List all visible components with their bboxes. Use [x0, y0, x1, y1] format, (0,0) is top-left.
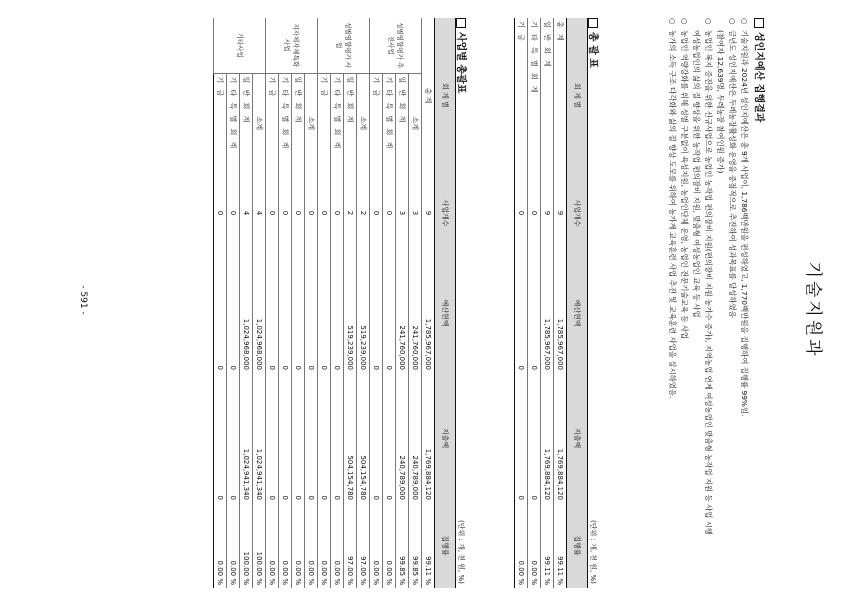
summary-bullet-text: 농가의 소득 구조 다각화와 삶의 질 향상 도모를 위하여 농가계 교육훈련 사업 추진 및 교육훈련 사업을 실시하였음. [668, 30, 677, 399]
cell-count: 0 [305, 173, 318, 253]
totals-heading: 총 괄 표 [587, 18, 602, 68]
cell-rate: 97.00 % [344, 503, 357, 588]
table-row [357, 18, 370, 588]
row-label: 기 금 [318, 73, 331, 173]
cell-count: 0 [528, 173, 541, 253]
table-row [422, 18, 435, 588]
row-label: 일 반 회 계 [541, 18, 554, 173]
table-row [331, 18, 344, 588]
cell-budget: 0 [370, 253, 383, 373]
cell-spent: 0 [515, 373, 528, 503]
cell-rate: 100.00 % [240, 503, 253, 588]
row-category: 총 계 [422, 18, 435, 173]
summary-bullet-text: 농업인 역량강화를 위해 성별 구분없이 육성지원, 농업인단체 운영, 농업인 전문기술교육 등 사업 [680, 30, 689, 339]
cell-rate: 0.00 % [528, 503, 541, 588]
cell-count: 4 [253, 173, 266, 253]
table-row [541, 18, 554, 588]
table-row [409, 18, 422, 588]
summary-bullet-sub: (참여자 12,639명, 두레농장 참여인원 증가) [716, 30, 725, 174]
cell-budget: 1,785,967,000 [541, 253, 554, 373]
cell-count: 9 [554, 173, 567, 253]
cell-rate: 0.00 % [515, 503, 528, 588]
row-label: 기 타 특 별 회 계 [279, 73, 292, 173]
cell-count: 0 [331, 173, 344, 253]
cell-count: 3 [396, 173, 409, 253]
cell-budget: 0 [305, 253, 318, 373]
row-category: 지자체자체특화 사업 [266, 18, 318, 73]
cell-rate: 0.00 % [214, 503, 227, 588]
summary-bullet [738, 18, 750, 588]
cell-count: 3 [409, 173, 422, 253]
row-label: 소계 [253, 73, 266, 173]
table-row [279, 18, 292, 588]
cell-count: 0 [370, 173, 383, 253]
cell-rate: 0.00 % [318, 503, 331, 588]
cell-budget: 241,760,000 [409, 253, 422, 373]
cell-spent: 504,154,780 [344, 373, 357, 503]
column-header: 지출액 [435, 373, 456, 503]
row-label: 기 타 특 별 회 계 [528, 18, 541, 173]
cell-count: 2 [357, 173, 370, 253]
row-category: 성별영향평가 사업 [318, 18, 370, 73]
cell-budget: 0 [227, 253, 240, 373]
cell-budget: 0 [266, 253, 279, 373]
cell-budget: 1,785,967,000 [422, 253, 435, 373]
table-row [292, 18, 305, 588]
cell-count: 4 [240, 173, 253, 253]
cell-spent: 1,024,941,340 [240, 373, 253, 503]
table-row [528, 18, 541, 588]
checkbox-square-icon [456, 18, 466, 28]
cell-count: 0 [214, 173, 227, 253]
cell-budget: 0 [292, 253, 305, 373]
row-label: 기 타 특 별 회 계 [331, 73, 344, 173]
table-row [253, 18, 266, 588]
cell-count: 0 [227, 173, 240, 253]
cell-spent: 0 [305, 373, 318, 503]
table-row [318, 18, 331, 588]
column-header: 사업개수 [567, 173, 588, 253]
row-label: 기 금 [515, 18, 528, 173]
table-row [370, 18, 383, 588]
cell-spent: 0 [266, 373, 279, 503]
checkbox-square-icon [588, 18, 598, 28]
row-label: 기 금 [370, 73, 383, 173]
cell-spent: 1,024,941,340 [253, 373, 266, 503]
table-row [554, 18, 567, 588]
circle-bullet-icon: ○ [704, 18, 713, 25]
cell-budget: 519,239,000 [357, 253, 370, 373]
cell-rate: 99.85 % [409, 503, 422, 588]
cell-rate: 99.85 % [396, 503, 409, 588]
cell-budget: 0 [279, 253, 292, 373]
table-row [266, 18, 279, 588]
cell-budget: 0 [515, 253, 528, 373]
cell-spent: 1,769,884,120 [422, 373, 435, 503]
cell-budget: 1,024,968,000 [240, 253, 253, 373]
row-label: 기 타 특 별 회 계 [227, 73, 240, 173]
row-label: 일 반 회 계 [240, 73, 253, 173]
cell-budget: 0 [331, 253, 344, 373]
performance-summary [666, 18, 750, 588]
cell-rate: 99.11 % [422, 503, 435, 588]
checkbox-square-icon [754, 18, 764, 28]
cell-count: 9 [541, 173, 554, 253]
row-label: 총 계 [554, 18, 567, 173]
cell-budget: 1,785,967,000 [554, 253, 567, 373]
cell-spent: 504,154,780 [357, 373, 370, 503]
summary-bullet [702, 18, 714, 588]
cell-spent: 0 [370, 373, 383, 503]
table-row [515, 18, 528, 588]
cell-spent: 0 [292, 373, 305, 503]
cell-spent: 0 [528, 373, 541, 503]
cell-budget: 241,760,000 [396, 253, 409, 373]
cell-rate: 0.00 % [227, 503, 240, 588]
cell-spent: 0 [331, 373, 344, 503]
totals-unit-label: (단위 : 개, 천 원, %) [589, 520, 597, 584]
cell-rate: 99.11 % [554, 503, 567, 588]
cell-spent: 240,789,000 [409, 373, 422, 503]
circle-bullet-icon: ○ [728, 18, 737, 25]
cell-count: 0 [318, 173, 331, 253]
cell-rate: 0.00 % [305, 503, 318, 588]
table-row [227, 18, 240, 588]
summary-bullet-text: 농업인 복지 증진을 위한 신규사업으로 농업인 농작업 편의장비 지원(편의장비 지원 농가수 증가), 지역농업 연계 여성농업인 맞춤형 농작업 지원 등 사업 시행 [704, 30, 713, 535]
table-row [383, 18, 396, 588]
column-header: 회 계 별 [435, 18, 456, 173]
cell-spent: 1,769,884,120 [541, 373, 554, 503]
column-header: 예산현액 [435, 253, 456, 373]
cell-rate: 0.00 % [383, 503, 396, 588]
row-label: 소계 [305, 73, 318, 173]
cell-count: 0 [266, 173, 279, 253]
cell-count: 0 [383, 173, 396, 253]
summary-bullet-sub: 여성농업인의 삶의 질 향상을 위한 농작업 편의장비 지원, 맞춤형 여성농업인 교육 등 사업 [692, 30, 701, 318]
cell-rate: 100.00 % [253, 503, 266, 588]
table-row [344, 18, 357, 588]
summary-bullet [666, 18, 678, 588]
cell-spent: 0 [227, 373, 240, 503]
by-type-unit-label: (단위 : 개, 천 원, %) [457, 520, 465, 584]
column-header: 회 계 별 [567, 18, 588, 173]
row-category: 성별영향평가 추진사업 [370, 18, 422, 73]
column-header: 집행률 [435, 503, 456, 588]
row-label: 일 반 회 계 [344, 73, 357, 173]
table-row [214, 18, 227, 588]
circle-bullet-icon: ○ [668, 18, 677, 25]
page-title: 기술지원과 [803, 261, 823, 359]
table-row [305, 18, 318, 588]
performance-heading: 성인지예산 집행결과 [753, 18, 768, 122]
row-label: 기 금 [266, 73, 279, 173]
cell-budget: 0 [214, 253, 227, 373]
cell-budget: 0 [528, 253, 541, 373]
cell-spent: 1,769,884,120 [554, 373, 567, 503]
row-label: 일 반 회 계 [396, 73, 409, 173]
cell-count: 0 [279, 173, 292, 253]
cell-rate: 97.00 % [357, 503, 370, 588]
summary-bullet [678, 18, 690, 588]
cell-rate: 0.00 % [279, 503, 292, 588]
cell-budget: 0 [383, 253, 396, 373]
table-header-row [567, 18, 588, 588]
cell-spent: 240,789,000 [396, 373, 409, 503]
cell-spent: 0 [318, 373, 331, 503]
by-type-heading: 사업별 총괄표 [455, 18, 470, 93]
cell-spent: 0 [279, 373, 292, 503]
cell-rate: 99.11 % [541, 503, 554, 588]
table-row [396, 18, 409, 588]
column-header: 집행률 [567, 503, 588, 588]
column-header: 사업개수 [435, 173, 456, 253]
cell-rate: 0.00 % [292, 503, 305, 588]
row-label: 일 반 회 계 [292, 73, 305, 173]
circle-bullet-icon: ○ [680, 18, 689, 25]
summary-bullet [726, 18, 738, 588]
cell-spent: 0 [383, 373, 396, 503]
totals-table [514, 18, 588, 588]
circle-bullet-icon: ○ [740, 18, 749, 25]
cell-count: 0 [515, 173, 528, 253]
row-label: 기 타 특 별 회 계 [383, 73, 396, 173]
cell-rate: 0.00 % [266, 503, 279, 588]
cell-count: 0 [292, 173, 305, 253]
cell-count: 2 [344, 173, 357, 253]
page-number: - 591 - [78, 285, 88, 315]
cell-spent: 0 [214, 373, 227, 503]
cell-rate: 0.00 % [331, 503, 344, 588]
cell-budget: 1,024,968,000 [253, 253, 266, 373]
cell-budget: 519,239,000 [344, 253, 357, 373]
cell-budget: 0 [318, 253, 331, 373]
row-category: 기타사업 [214, 18, 266, 73]
cell-rate: 0.00 % [370, 503, 383, 588]
cell-count: 9 [422, 173, 435, 253]
summary-bullet-text: 금년도 성인지예산은 두레농장활성화 운영을 중점적으로 추진하여 성과목표를 달성하였음 [728, 30, 737, 318]
row-label: 소계 [357, 73, 370, 173]
row-label: 소계 [409, 73, 422, 173]
summary-bullet-text: 기술지원과 2024년 성인지예산은 총 9개 사업이, 1,786백만원을 편성하였고, 1,770백만원을 집행하여 집행률 99%임. [740, 30, 749, 417]
table-row [240, 18, 253, 588]
table-header-row [435, 18, 456, 588]
column-header: 지출액 [567, 373, 588, 503]
column-header: 예산현액 [567, 253, 588, 373]
by-type-table [213, 18, 456, 588]
row-label: 기 금 [214, 73, 227, 173]
